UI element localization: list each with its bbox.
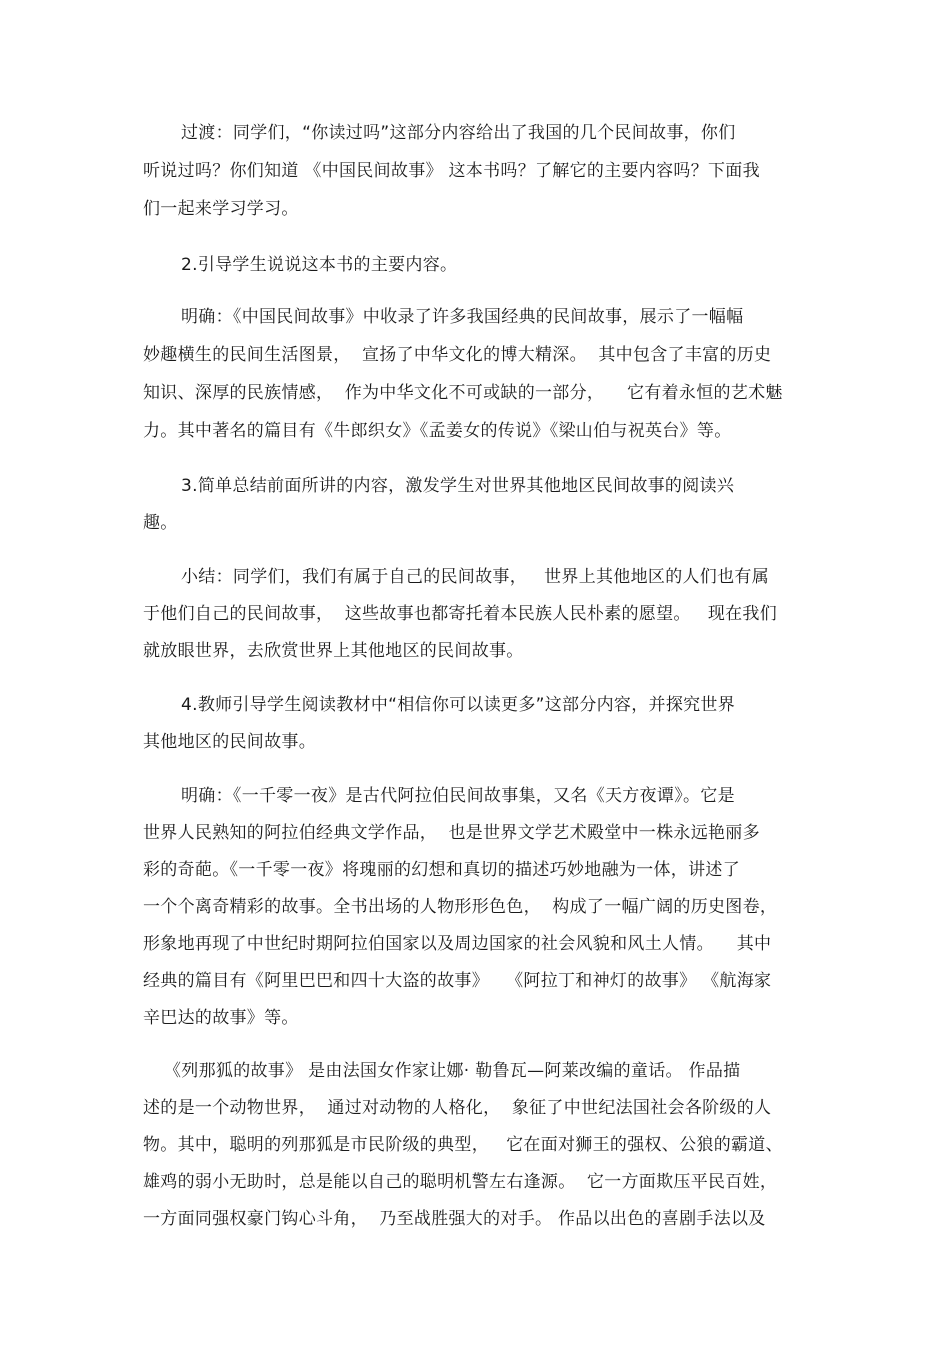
text-line: 2.引导学生说说这本书的主要内容。 <box>181 255 458 275</box>
text-line: 彩的奇葩。《一千零一夜》将瑰丽的幻想和真切的描述巧妙地融为一体，讲述了 <box>143 860 740 880</box>
text-line: 就放眼世界，去欣赏世界上其他地区的民间故事。 <box>143 641 524 661</box>
text-line: 物。其中，聪明的列那狐是市民阶级的典型， 它在面对狮王的强权、公狼的霸道、 <box>143 1135 783 1155</box>
text-line: 述的是一个动物世界， 通过对动物的人格化， 象征了中世纪法国社会各阶级的人 <box>143 1098 772 1118</box>
text-line: 力。其中著名的篇目有《牛郎织女》《孟姜女的传说》《梁山伯与祝英台》等。 <box>143 421 732 441</box>
text-line: 经典的篇目有《阿里巴巴和四十大盗的故事》 《阿拉丁和神灯的故事》 《航海家 <box>143 971 772 991</box>
text-line: 听说过吗？你们知道 《中国民间故事》 这本书吗？了解它的主要内容吗？下面我 <box>143 161 760 181</box>
text-line: 知识、深厚的民族情感， 作为中华文化不可或缺的一部分， 它有着永恒的艺术魅 <box>143 383 783 403</box>
text-line: 明确：《一千零一夜》是古代阿拉伯民间故事集，又名《天方夜谭》。它是 <box>181 786 735 806</box>
text-line: 形象地再现了中世纪时期阿拉伯国家以及周边国家的社会风貌和风土人情。 其中 <box>143 934 772 954</box>
text-line: 《列那狐的故事》 是由法国女作家让娜· 勒鲁瓦—阿莱改编的童话。 作品描 <box>164 1061 741 1081</box>
text-line: 4.教师引导学生阅读教材中“相信你可以读更多”这部分内容，并探究世界 <box>181 695 736 715</box>
text-line: 辛巴达的故事》等。 <box>143 1008 299 1028</box>
text-line: 其他地区的民间故事。 <box>143 732 316 752</box>
text-line: 过渡：同学们，“你读过吗”这部分内容给出了我国的几个民间故事，你们 <box>181 123 736 143</box>
text-line: 3.简单总结前面所讲的内容，激发学生对世界其他地区民间故事的阅读兴 <box>181 476 735 496</box>
text-line: 于他们自己的民间故事， 这些故事也都寄托着本民族人民朴素的愿望。 现在我们 <box>143 604 778 624</box>
text-line: 一方面同强权豪门钩心斗角， 乃至战胜强大的对手。 作品以出色的喜剧手法以及 <box>143 1209 766 1229</box>
text-line: 雄鸡的弱小无助时，总是能以自己的聪明机警左右逢源。 它一方面欺压平民百姓， <box>143 1172 778 1192</box>
text-line: 小结：同学们，我们有属于自己的民间故事， 世界上其他地区的人们也有属 <box>181 567 770 587</box>
text-line: 世界人民熟知的阿拉伯经典文学作品， 也是世界文学艺术殿堂中一株永远艳丽多 <box>143 823 760 843</box>
text-line: 明确：《中国民间故事》中收录了许多我国经典的民间故事，展示了一幅幅 <box>181 307 744 327</box>
text-line: 一个个离奇精彩的故事。全书出场的人物形形色色， 构成了一幅广阔的历史图卷， <box>143 897 778 917</box>
text-line: 妙趣横生的民间生活图景， 宣扬了中华文化的博大精深。 其中包含了丰富的历史 <box>143 345 772 365</box>
text-line: 趣。 <box>143 513 178 533</box>
text-line: 们一起来学习学习。 <box>143 199 299 219</box>
